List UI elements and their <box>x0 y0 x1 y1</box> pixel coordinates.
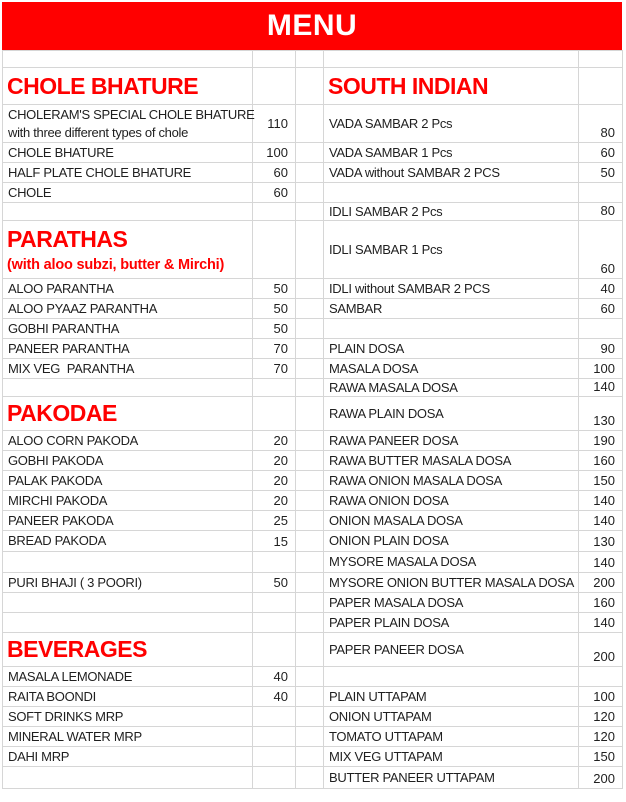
menu-item-name <box>3 359 253 379</box>
menu-item-label: CHOLERAM'S SPECIAL CHOLE BHATURE <box>8 106 255 122</box>
menu-item-label: SAMBAR <box>329 300 383 316</box>
empty-cell <box>324 319 579 339</box>
section-heading-label: SOUTH INDIAN <box>328 72 489 99</box>
empty-cell <box>253 613 296 633</box>
menu-item-name <box>3 339 253 359</box>
menu-item-name <box>3 687 253 707</box>
spacer-cell <box>296 431 324 451</box>
menu-item-price: 140 <box>579 613 623 633</box>
menu-item-label: PLAIN DOSA <box>329 340 405 356</box>
menu-row <box>3 593 623 613</box>
menu-item-name <box>324 727 579 747</box>
menu-row <box>3 491 623 511</box>
spacer-cell <box>296 183 324 203</box>
spacer-cell <box>296 359 324 379</box>
menu-item-price: 130 <box>579 397 623 431</box>
menu-item-label: PLAIN UTTAPAM <box>329 688 427 704</box>
spacer-cell <box>296 511 324 531</box>
menu-row <box>3 379 623 397</box>
menu-item-name <box>3 511 253 531</box>
menu-row <box>3 397 623 431</box>
empty-cell <box>253 593 296 613</box>
menu-row <box>3 613 623 633</box>
menu-item-label: TOMATO UTTAPAM <box>329 728 443 744</box>
empty-cell <box>3 51 253 68</box>
menu-item-name <box>324 767 579 789</box>
menu-item-price: 60 <box>579 299 623 319</box>
menu-item-name <box>324 431 579 451</box>
spacer-cell <box>296 531 324 552</box>
menu-item-label: ALOO PARANTHA <box>8 280 114 296</box>
menu-item-price: 25 <box>253 511 296 531</box>
menu-item-name <box>324 163 579 183</box>
menu-item-price: 50 <box>579 163 623 183</box>
menu-item-price: 15 <box>253 531 296 552</box>
section-heading <box>3 633 253 667</box>
menu-item-label-line2: with three different types of chole <box>8 124 189 140</box>
spacer-cell <box>296 163 324 183</box>
section-subtitle: (with aloo subzi, butter & Mirchi) <box>7 256 225 273</box>
menu-item-label: VADA SAMBAR 2 Pcs <box>329 115 453 131</box>
spacer-cell <box>296 397 324 431</box>
menu-item-name <box>324 397 579 431</box>
menu-item-name <box>3 471 253 491</box>
spacer-cell <box>296 552 324 573</box>
menu-item-name <box>3 105 253 143</box>
menu-item-label: ONION PLAIN DOSA <box>329 533 449 548</box>
section-heading <box>3 397 253 431</box>
menu-row <box>3 747 623 767</box>
menu-item-name <box>3 143 253 163</box>
menu-item-label: IDLI SAMBAR 1 Pcs <box>329 241 443 257</box>
menu-item-name <box>324 221 579 279</box>
spacer-cell <box>296 707 324 727</box>
menu-item-name <box>3 319 253 339</box>
menu-row <box>3 299 623 319</box>
menu-item-label: PAPER MASALA DOSA <box>329 594 464 610</box>
empty-cell <box>3 203 253 221</box>
menu-row <box>3 339 623 359</box>
empty-cell <box>579 51 623 68</box>
menu-row <box>3 68 623 105</box>
spacer-cell <box>296 105 324 143</box>
spacer-cell <box>296 339 324 359</box>
menu-item-label: RAWA ONION DOSA <box>329 492 449 508</box>
menu-item-label: ONION UTTAPAM <box>329 708 432 724</box>
menu-item-label: IDLI without SAMBAR 2 PCS <box>329 280 490 296</box>
menu-table <box>2 50 623 789</box>
spacer-cell <box>296 573 324 593</box>
menu-table-body <box>3 51 623 789</box>
menu-item-label: MINERAL WATER MRP <box>8 728 142 744</box>
menu-row <box>3 667 623 687</box>
menu-row <box>3 105 623 143</box>
menu-item-label: VADA without SAMBAR 2 PCS <box>329 164 500 180</box>
empty-cell <box>253 397 296 431</box>
menu-item-name <box>324 339 579 359</box>
menu-item-price: 20 <box>253 491 296 511</box>
menu-item-price: 90 <box>579 339 623 359</box>
menu-item-price: 140 <box>579 491 623 511</box>
menu-item-price: 40 <box>579 279 623 299</box>
menu-item-price: 140 <box>579 552 623 573</box>
empty-cell <box>3 767 253 789</box>
empty-cell <box>253 767 296 789</box>
section-heading <box>3 221 253 279</box>
empty-cell <box>3 379 253 397</box>
menu-item-price: 60 <box>579 143 623 163</box>
menu-item-price: 20 <box>253 451 296 471</box>
empty-cell <box>3 613 253 633</box>
menu-item-label: HALF PLATE CHOLE BHATURE <box>8 164 192 180</box>
spacer-cell <box>296 51 324 68</box>
menu-item-price: 120 <box>579 727 623 747</box>
section-heading-label: CHOLE BHATURE <box>7 72 199 99</box>
menu-item-price: 160 <box>579 593 623 613</box>
menu-item-name <box>324 299 579 319</box>
menu-item-name <box>324 359 579 379</box>
spacer-cell <box>296 491 324 511</box>
menu-item-name <box>324 747 579 767</box>
menu-item-name <box>324 105 579 143</box>
menu-item-name <box>3 747 253 767</box>
menu-item-price: 100 <box>253 143 296 163</box>
menu-row <box>3 552 623 573</box>
spacer-cell <box>296 221 324 279</box>
section-heading-label: PARATHAS <box>7 225 128 252</box>
menu-item-price: 190 <box>579 431 623 451</box>
empty-cell <box>253 727 296 747</box>
empty-cell <box>3 593 253 613</box>
menu-item-name <box>3 183 253 203</box>
menu-item-label: PAPER PANEER DOSA <box>329 641 464 657</box>
menu-row <box>3 143 623 163</box>
menu-item-label: CHOLE <box>8 184 52 200</box>
menu-item-label: RAWA PANEER DOSA <box>329 432 459 448</box>
empty-cell <box>3 552 253 573</box>
spacer-cell <box>296 633 324 667</box>
empty-cell <box>253 221 296 279</box>
section-heading-label: BEVERAGES <box>7 636 147 662</box>
menu-item-price: 160 <box>579 451 623 471</box>
menu-item-label: MIX VEG UTTAPAM <box>329 748 443 764</box>
menu-item-price: 20 <box>253 431 296 451</box>
spacer-cell <box>296 379 324 397</box>
spacer-cell <box>296 279 324 299</box>
spacer-cell <box>296 727 324 747</box>
section-heading <box>324 68 579 105</box>
menu-item-label: RAWA BUTTER MASALA DOSA <box>329 452 512 468</box>
menu-item-name <box>324 593 579 613</box>
menu-item-label: PANEER PARANTHA <box>8 340 130 356</box>
menu-item-price: 40 <box>253 667 296 687</box>
menu-row <box>3 203 623 221</box>
empty-cell <box>253 379 296 397</box>
menu-item-name <box>324 573 579 593</box>
menu-item-price: 80 <box>579 203 623 221</box>
empty-cell <box>579 319 623 339</box>
menu-item-label: MASALA LEMONADE <box>8 668 133 684</box>
menu-item-price: 100 <box>579 687 623 707</box>
empty-cell <box>253 51 296 68</box>
menu-item-name <box>3 163 253 183</box>
spacer-cell <box>296 767 324 789</box>
spacer-cell <box>296 203 324 221</box>
menu-item-name <box>3 491 253 511</box>
menu-item-label: PANEER PAKODA <box>8 512 114 528</box>
menu-row <box>3 359 623 379</box>
menu-item-name <box>3 667 253 687</box>
menu-item-label: CHOLE BHATURE <box>8 144 114 160</box>
menu-item-label: MASALA DOSA <box>329 360 419 376</box>
menu-item-name <box>3 299 253 319</box>
spacer-cell <box>296 593 324 613</box>
section-heading <box>3 68 253 105</box>
menu-item-label: RAWA ONION MASALA DOSA <box>329 472 503 488</box>
menu-row <box>3 573 623 593</box>
spacer-cell <box>296 68 324 105</box>
menu-item-name <box>324 203 579 221</box>
menu-row <box>3 727 623 747</box>
menu-item-price: 50 <box>253 573 296 593</box>
spacer-cell <box>296 319 324 339</box>
empty-cell <box>324 183 579 203</box>
menu-item-label: MIX VEG PARANTHA <box>8 360 135 376</box>
empty-cell <box>324 667 579 687</box>
menu-row <box>3 163 623 183</box>
menu-item-name <box>3 727 253 747</box>
menu-row <box>3 183 623 203</box>
menu-item-label: RAWA PLAIN DOSA <box>329 405 444 421</box>
spacer-cell <box>296 687 324 707</box>
spacer-cell <box>296 747 324 767</box>
menu-item-price: 20 <box>253 471 296 491</box>
menu-item-price: 150 <box>579 747 623 767</box>
menu-item-name <box>324 379 579 397</box>
menu-row <box>3 451 623 471</box>
menu-item-label: MYSORE ONION BUTTER MASALA DOSA <box>329 574 574 590</box>
menu-row <box>3 767 623 789</box>
menu-item-name <box>324 687 579 707</box>
menu-item-name <box>3 707 253 727</box>
menu-item-price: 60 <box>253 183 296 203</box>
spacer-cell <box>296 143 324 163</box>
menu-item-price: 80 <box>579 105 623 143</box>
menu-row <box>3 687 623 707</box>
menu-item-name <box>324 471 579 491</box>
menu-item-price: 60 <box>579 221 623 279</box>
section-heading-label: PAKODAE <box>7 400 117 426</box>
menu-item-price: 50 <box>253 319 296 339</box>
menu-item-label: GOBHI PARANTHA <box>8 320 120 336</box>
menu-item-label: PAPER PLAIN DOSA <box>329 614 449 630</box>
menu-item-label: ONION MASALA DOSA <box>329 512 463 528</box>
menu-item-label: PURI BHAJI ( 3 POORI) <box>8 574 142 590</box>
empty-cell <box>253 633 296 667</box>
menu-item-name <box>324 552 579 573</box>
menu-item-price: 140 <box>579 379 623 397</box>
menu-item-label: ALOO PYAAZ PARANTHA <box>8 300 158 316</box>
menu-item-name <box>324 633 579 667</box>
menu-row <box>3 279 623 299</box>
menu-item-name <box>324 491 579 511</box>
menu-row <box>3 511 623 531</box>
empty-cell <box>253 552 296 573</box>
spacer-cell <box>296 471 324 491</box>
menu-row <box>3 531 623 552</box>
menu-item-label: IDLI SAMBAR 2 Pcs <box>329 203 443 219</box>
menu-item-price: 50 <box>253 279 296 299</box>
menu-item-price: 40 <box>253 687 296 707</box>
menu-row <box>3 471 623 491</box>
empty-cell <box>579 68 623 105</box>
spacer-cell <box>296 299 324 319</box>
menu-row <box>3 51 623 68</box>
menu-item-name <box>324 613 579 633</box>
menu-item-name <box>324 511 579 531</box>
menu-item-price: 200 <box>579 767 623 789</box>
menu-item-name <box>324 451 579 471</box>
menu-item-name <box>324 279 579 299</box>
empty-cell <box>253 747 296 767</box>
menu-item-price: 70 <box>253 339 296 359</box>
menu-item-label: ALOO CORN PAKODA <box>8 432 139 448</box>
menu-row <box>3 319 623 339</box>
menu-item-name <box>3 279 253 299</box>
menu-row <box>3 633 623 667</box>
empty-cell <box>253 68 296 105</box>
menu-banner <box>2 2 622 50</box>
menu-item-price: 200 <box>579 633 623 667</box>
menu-item-label: PALAK PAKODA <box>8 472 103 488</box>
menu-item-price: 100 <box>579 359 623 379</box>
menu-item-price: 60 <box>253 163 296 183</box>
menu-item-name <box>3 431 253 451</box>
menu-item-label: VADA SAMBAR 1 Pcs <box>329 144 453 160</box>
menu-item-name <box>324 143 579 163</box>
menu-item-name <box>3 573 253 593</box>
empty-cell <box>579 183 623 203</box>
menu-item-label: SOFT DRINKS MRP <box>8 708 124 724</box>
menu-item-name <box>324 531 579 552</box>
menu-item-name <box>324 707 579 727</box>
menu-item-price: 70 <box>253 359 296 379</box>
menu-item-name <box>3 451 253 471</box>
menu-item-label: RAITA BOONDI <box>8 688 96 704</box>
menu-item-label: GOBHI PAKODA <box>8 452 104 468</box>
empty-cell <box>324 51 579 68</box>
menu-item-price: 50 <box>253 299 296 319</box>
menu-item-price: 110 <box>253 105 296 143</box>
empty-cell <box>253 707 296 727</box>
menu-item-price: 120 <box>579 707 623 727</box>
menu-item-name <box>3 531 253 552</box>
menu-title: MENU <box>266 9 358 42</box>
menu-item-label: RAWA MASALA DOSA <box>329 379 458 395</box>
menu-item-label: BREAD PAKODA <box>8 533 107 548</box>
menu-row <box>3 431 623 451</box>
menu-row <box>3 707 623 727</box>
menu-item-price: 130 <box>579 531 623 552</box>
empty-cell <box>579 667 623 687</box>
menu-row <box>3 221 623 279</box>
empty-cell <box>253 203 296 221</box>
menu-item-price: 140 <box>579 511 623 531</box>
menu-item-price: 200 <box>579 573 623 593</box>
menu-item-price: 150 <box>579 471 623 491</box>
menu-item-label: DAHI MRP <box>8 748 70 764</box>
menu-item-label: MIRCHI PAKODA <box>8 492 108 508</box>
spacer-cell <box>296 613 324 633</box>
menu-item-label: MYSORE MASALA DOSA <box>329 554 477 569</box>
menu-item-label: BUTTER PANEER UTTAPAM <box>329 769 495 785</box>
spacer-cell <box>296 667 324 687</box>
spacer-cell <box>296 451 324 471</box>
